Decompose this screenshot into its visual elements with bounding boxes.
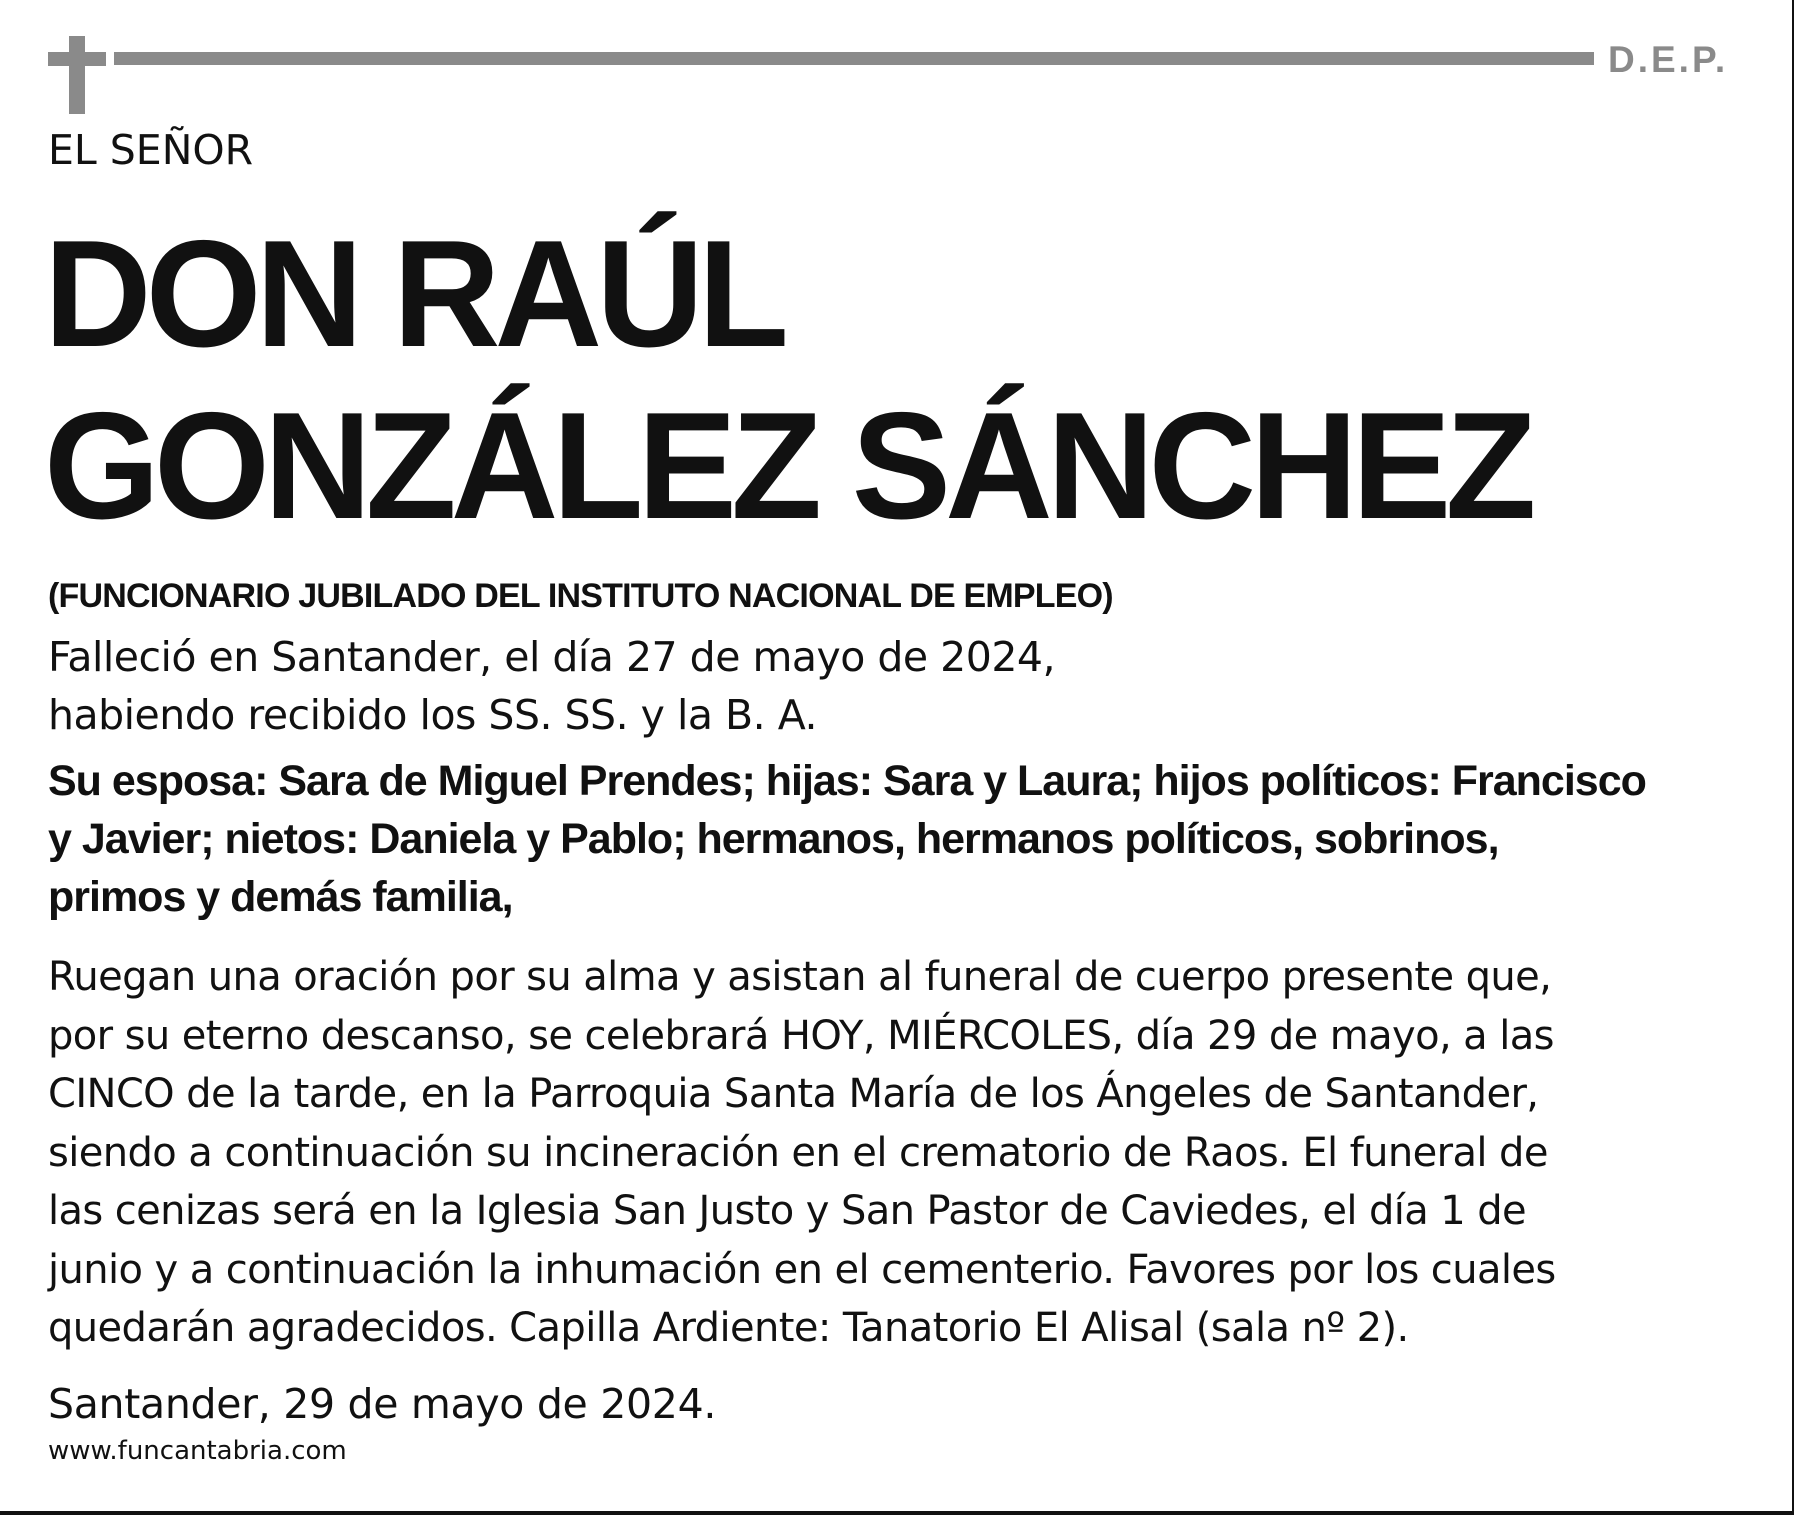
intro-title: EL SEÑOR xyxy=(48,126,254,174)
deceased-name-line-1: DON RAÚL xyxy=(44,209,784,379)
death-line-2: habiendo recibido los SS. SS. y la B. A. xyxy=(48,691,818,739)
header-rule xyxy=(114,52,1594,65)
funeral-line: por su eterno descanso, se celebrará HOY, MIÉRCOLES, día 29 de mayo, a las xyxy=(48,1012,1554,1059)
funeral-line: junio y a continuación la inhumación en el cementerio. Favores por los cuales xyxy=(48,1246,1556,1293)
death-statement xyxy=(48,628,1055,744)
family-line: primos y demás familia, xyxy=(48,873,513,921)
funeral-line: quedarán agradecidos. Capilla Ardiente: Tanatorio El Alisal (sala nº 2). xyxy=(48,1305,1409,1351)
funeral-line: CINCO de la tarde, en la Parroquia Santa María de los Ángeles de Santander, xyxy=(48,1071,1539,1117)
dep-label: D.E.P. xyxy=(1608,39,1729,80)
website-link[interactable]: www.funcantabria.com xyxy=(48,1436,347,1466)
death-line-1: Falleció en Santander, el día 27 de mayo de 2024, xyxy=(48,633,1056,681)
occupation: (FUNCIONARIO JUBILADO DEL INSTITUTO NACIONAL DE EMPLEO) xyxy=(48,577,1113,615)
funeral-line: siendo a continuación su incineración en el crematorio de Raos. El funeral de xyxy=(48,1129,1548,1176)
family-line: Su esposa: Sara de Miguel Prendes; hijas: Sara y Laura; hijos políticos: Francisco xyxy=(48,757,1646,805)
family-list xyxy=(48,752,1768,926)
cross-icon xyxy=(48,36,106,114)
place-date: Santander, 29 de mayo de 2024. xyxy=(48,1380,717,1428)
deceased-name xyxy=(44,208,1531,552)
funeral-line: las cenizas será en la Iglesia San Justo y San Pastor de Caviedes, el día 1 de xyxy=(48,1188,1527,1234)
funeral-line: Ruegan una oración por su alma y asistan al funeral de cuerpo presente que, xyxy=(48,954,1552,1000)
funeral-details xyxy=(48,948,1556,1358)
family-line: y Javier; nietos: Daniela y Pablo; hermanos, hermanos políticos, sobrinos, xyxy=(48,815,1499,863)
deceased-name-line-2: GONZÁLEZ SÁNCHEZ xyxy=(44,381,1531,551)
